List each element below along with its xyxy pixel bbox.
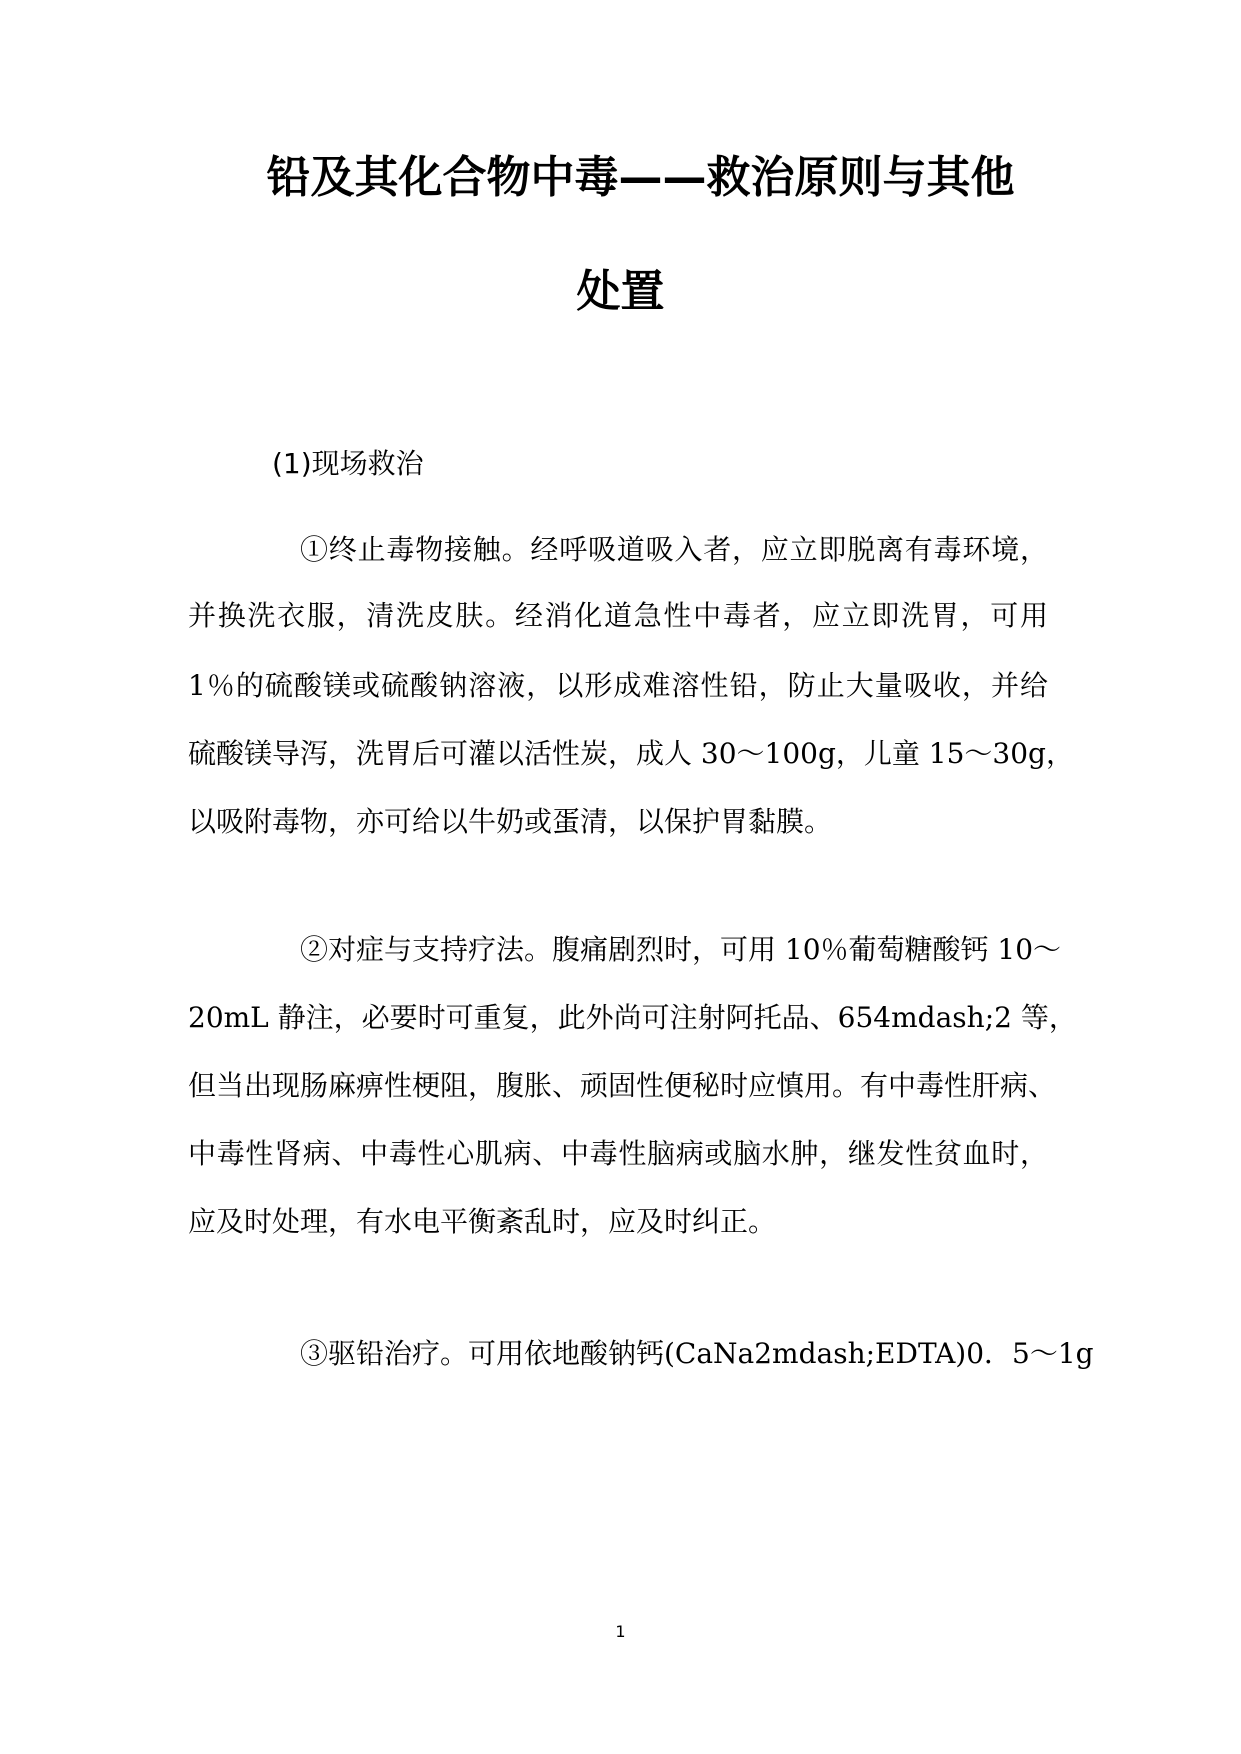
paragraph-line: 1％的硫酸镁或硫酸钠溶液，以形成难溶性铅，防止大量吸收，并给 — [188, 669, 1048, 702]
paragraph-line: 但当出现肠麻痹性梗阻，腹胀、顽固性便秘时应慎用。有中毒性肝病、 — [188, 1069, 1057, 1102]
paragraph-line: ①终止毒物接触。经呼吸道吸入者，应立即脱离有毒环境， — [300, 533, 1048, 566]
page-number: 1 — [615, 1622, 626, 1641]
paragraph-line: ②对症与支持疗法。腹痛剧烈时，可用 10％葡萄糖酸钙 10～ — [300, 933, 1062, 966]
paragraph-line: 中毒性肾病、中毒性心肌病、中毒性脑病或脑水肿，继发性贫血时， — [188, 1137, 1048, 1170]
paragraph-line: 并换洗衣服，清洗皮肤。经消化道急性中毒者，应立即洗胃，可用 — [188, 599, 1048, 632]
paragraph-line: 应及时处理，有水电平衡紊乱时，应及时纠正。 — [188, 1205, 777, 1238]
document-title-line-2: 处置 — [576, 266, 665, 317]
document-title-line-1: 铅及其化合物中毒——救治原则与其他 — [266, 152, 1015, 203]
paragraph-line: ③驱铅治疗。可用依地酸钠钙(CaNa2mdash;EDTA)0．5～1g — [300, 1337, 1094, 1370]
paragraph-line: 硫酸镁导泻，洗胃后可灌以活性炭，成人 30～100g，儿童 15～30g， — [188, 737, 1074, 770]
paragraph-line: 20mL 静注，必要时可重复，此外尚可注射阿托品、654mdash;2 等， — [188, 1001, 1077, 1034]
section-heading: (1)现场救治 — [272, 447, 424, 480]
paragraph-line: 以吸附毒物，亦可给以牛奶或蛋清，以保护胃黏膜。 — [188, 805, 833, 838]
